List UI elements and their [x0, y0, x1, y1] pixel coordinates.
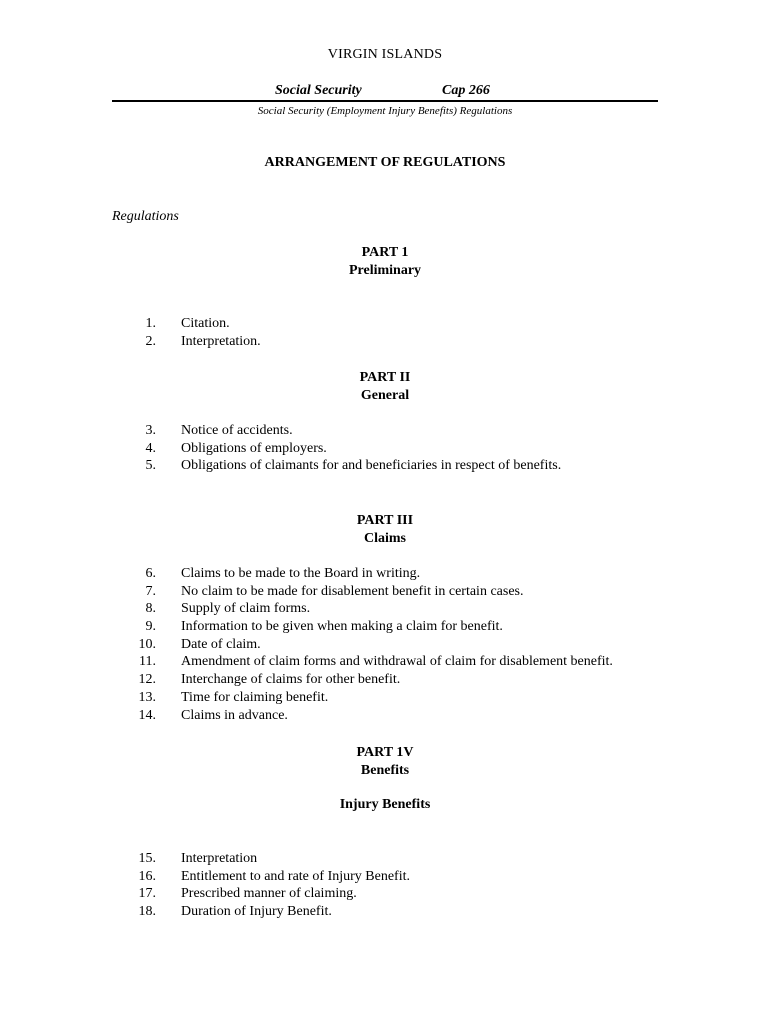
- part-name: Preliminary: [348, 263, 422, 278]
- item-number: 18.: [138, 904, 156, 920]
- item-number: 1.: [145, 316, 156, 331]
- list-item: [112, 671, 672, 689]
- item-number: 17.: [138, 886, 156, 902]
- item-text: Entitlement to and rate of Injury Benefit.: [181, 868, 410, 884]
- item-number: 9.: [145, 619, 156, 635]
- item-number: 5.: [145, 458, 156, 474]
- item-text: Prescribed manner of claiming.: [181, 886, 357, 902]
- item-text: No claim to be made for disablement benefit in certain cases.: [181, 583, 524, 599]
- list-item: [112, 850, 672, 868]
- item-text: Obligations of claimants for and beneficiaries in respect of benefits.: [181, 458, 562, 474]
- regulations-subtitle: Social Security (Employment Injury Benefits) Regulations: [257, 105, 513, 117]
- running-header-title: Social Security: [275, 83, 362, 98]
- item-text: Citation.: [181, 316, 230, 331]
- running-header-chapter: Cap 266: [442, 83, 490, 98]
- list-item: [112, 333, 672, 351]
- regulation-list-part-2: [112, 422, 672, 475]
- part-heading-4: [0, 744, 770, 780]
- injury-benefits-subheading: Injury Benefits: [339, 797, 431, 812]
- item-text: Interchange of claims for other benefit.: [181, 672, 401, 688]
- part-number: PART 1: [361, 245, 409, 260]
- item-number: 3.: [145, 423, 156, 438]
- part-number: PART II: [359, 370, 411, 385]
- regulation-list-part-3: [112, 565, 672, 724]
- list-item: [112, 885, 672, 903]
- list-item: [112, 457, 672, 475]
- item-number: 12.: [138, 672, 156, 688]
- regulation-list-part-1: [112, 315, 672, 350]
- item-number: 2.: [145, 333, 156, 349]
- part-heading-1: [0, 244, 770, 280]
- part-heading-3: [0, 512, 770, 548]
- part-number: PART 1V: [356, 745, 414, 760]
- item-text: Notice of accidents.: [181, 423, 293, 438]
- item-text: Amendment of claim forms and withdrawal of claim for disablement benefit.: [181, 654, 613, 670]
- part-name: Claims: [364, 531, 406, 546]
- item-number: 4.: [145, 440, 156, 456]
- part-name: Benefits: [360, 763, 410, 778]
- item-number: 16.: [138, 868, 156, 884]
- arrangement-title: ARRANGEMENT OF REGULATIONS: [264, 155, 506, 170]
- list-item: [112, 618, 672, 636]
- item-text: Claims in advance.: [181, 707, 288, 723]
- list-item: [112, 636, 672, 654]
- running-header: [112, 83, 658, 101]
- item-text: Interpretation: [181, 851, 258, 866]
- item-number: 8.: [145, 601, 156, 617]
- list-item: [112, 315, 672, 333]
- list-item: [112, 689, 672, 707]
- part-number: PART III: [356, 513, 414, 528]
- regulations-label: Regulations: [112, 209, 179, 224]
- country-heading: VIRGIN ISLANDS: [327, 47, 443, 62]
- item-text: Time for claiming benefit.: [181, 689, 329, 705]
- list-item: [112, 565, 672, 583]
- list-item: [112, 653, 672, 671]
- item-number: 11.: [139, 654, 156, 670]
- regulation-list-part-4: [112, 850, 672, 921]
- item-text: Interpretation.: [181, 333, 261, 349]
- list-item: [112, 440, 672, 458]
- item-number: 7.: [145, 583, 156, 599]
- list-item: [112, 707, 672, 725]
- item-text: Supply of claim forms.: [181, 601, 311, 617]
- item-number: 10.: [138, 636, 156, 652]
- list-item: [112, 903, 672, 921]
- list-item: [112, 583, 672, 601]
- item-number: 13.: [138, 689, 156, 705]
- list-item: [112, 422, 672, 440]
- item-text: Date of claim.: [181, 636, 261, 652]
- part-name: General: [360, 388, 410, 403]
- list-item: [112, 600, 672, 618]
- header-rule: [112, 100, 658, 102]
- list-item: [112, 868, 672, 886]
- item-number: 15.: [138, 851, 156, 866]
- item-text: Obligations of employers.: [181, 440, 327, 456]
- item-number: 6.: [145, 566, 156, 581]
- item-number: 14.: [138, 707, 156, 723]
- item-text: Information to be given when making a claim for benefit.: [181, 619, 503, 635]
- item-text: Duration of Injury Benefit.: [181, 904, 332, 920]
- item-text: Claims to be made to the Board in writing.: [181, 566, 421, 581]
- part-heading-2: [0, 369, 770, 405]
